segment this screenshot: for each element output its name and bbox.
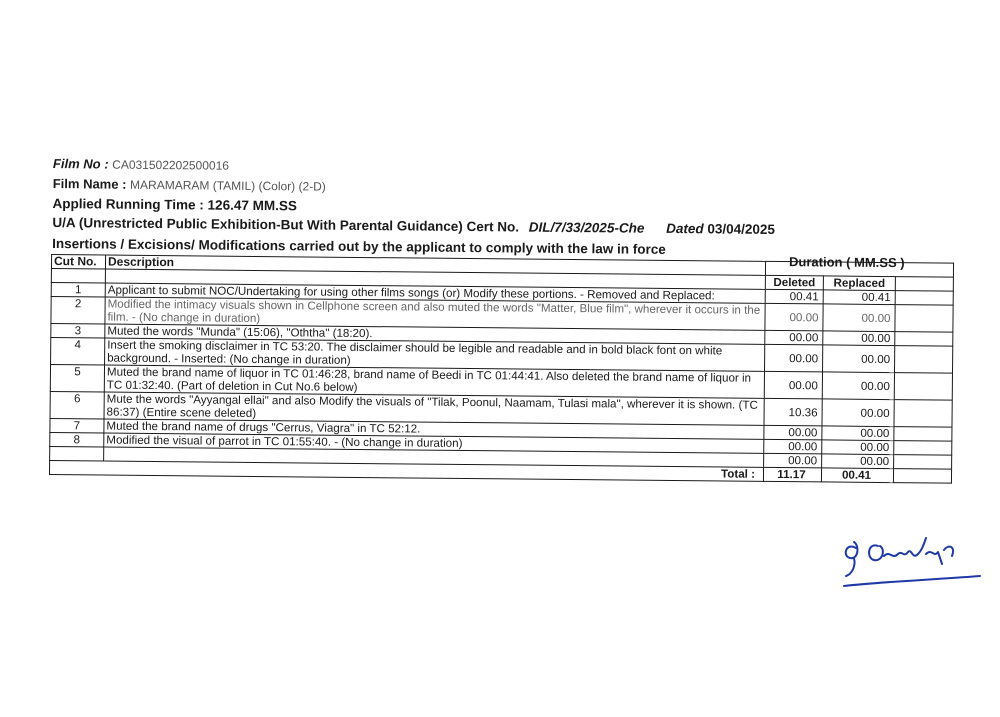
running-time-value: 126.47 MM.SS xyxy=(207,197,297,214)
duration-title: Duration ( MM.SS ) xyxy=(788,254,905,271)
cert-number: DIL/7/33/2025-Che xyxy=(528,219,645,236)
cut-replaced: 00.00 xyxy=(823,304,895,332)
cut-replaced: 00.00 xyxy=(822,372,894,400)
cut-replaced: 00.00 xyxy=(822,426,894,441)
cut-deleted: 10.36 xyxy=(764,398,822,426)
cut-description: Insert the smoking disclaimer in TC 53:20. The disclaimer should be legible and readable and in bold black font on white background. - Inserted: (No change in duration) xyxy=(105,338,765,371)
modifications-table xyxy=(49,254,954,484)
cut-replaced: 00.41 xyxy=(823,290,895,305)
dated-label: Dated xyxy=(666,220,704,237)
film-no-label: Film No : xyxy=(52,156,109,172)
cut-no: 5 xyxy=(50,365,104,393)
running-time-line xyxy=(53,196,297,213)
cut-no: 1 xyxy=(51,283,105,298)
cut-no: 6 xyxy=(50,392,104,420)
cut-description: Applicant to submit NOC/Undertaking for using other films songs (or) Modify these portions. - Removed and Replaced: xyxy=(105,283,765,303)
film-name-label: Film Name : xyxy=(52,176,127,192)
cut-no: 2 xyxy=(51,297,105,325)
cut-deleted: 00.00 xyxy=(764,439,822,454)
cut-description: Muted the brand name of drugs "Cerrus, Viagra" in TC 52:12. xyxy=(104,419,764,439)
blank-replaced: 00.00 xyxy=(822,454,894,469)
cut-replaced: 00.00 xyxy=(822,399,894,427)
cut-deleted: 00.00 xyxy=(765,303,823,331)
film-name-value: MARAMARAM (TAMIL) (Color) (2-D) xyxy=(130,177,326,194)
cut-description: Muted the words "Munda" (15:06), "Oththa" (18:20). xyxy=(105,324,765,344)
film-no-value: CA031502202500016 xyxy=(112,157,230,173)
cut-deleted: 00.00 xyxy=(765,344,823,372)
total-label: Total : xyxy=(49,461,763,482)
dated-value: 03/04/2025 xyxy=(707,221,776,237)
film-no-line xyxy=(53,156,229,173)
cert-line xyxy=(52,215,775,237)
cut-replaced: 00.00 xyxy=(822,440,894,455)
col-cut-no: Cut No. xyxy=(51,255,105,270)
cut-replaced: 00.00 xyxy=(823,331,895,346)
cut-replaced: 00.00 xyxy=(823,345,895,373)
cut-no: 7 xyxy=(50,419,104,434)
cut-deleted: 00.00 xyxy=(764,425,822,440)
cut-deleted: 00.41 xyxy=(765,289,823,304)
blank-deleted: 00.00 xyxy=(764,453,822,468)
cut-description: Modified the visual of parrot in TC 01:55:40. - (No change in duration) xyxy=(104,433,764,453)
cut-description: Muted the brand name of liquor in TC 01:46:28, brand name of Beedi in TC 01:44:41. Also deleted the brand name of liquor in TC 01:32:40. (Part of deletion in Cut No.6 below) xyxy=(104,365,764,398)
col-replaced: Replaced xyxy=(823,276,895,291)
section-title: Insertions / Excisions/ Modifications carried out by the applicant to comply with the law in force xyxy=(52,236,666,257)
cert-label: U/A (Unrestricted Public Exhibition-But With Parental Guidance) Cert No. xyxy=(52,215,520,235)
cut-no: 3 xyxy=(51,324,105,339)
signature-image xyxy=(838,528,983,592)
total-replaced: 00.41 xyxy=(821,468,893,483)
film-name-line xyxy=(53,176,326,194)
cut-no: 8 xyxy=(50,433,104,448)
cut-no: 4 xyxy=(51,338,105,366)
cut-deleted: 00.00 xyxy=(765,330,823,345)
cut-deleted: 00.00 xyxy=(764,371,822,399)
cut-description: Mute the words "Ayyangal ellai" and also Modify the visuals of "Tilak, Poonul, Naamam, Tulasi mala", wherever it is shown. (TC 86:37) (Entire scene deleted) xyxy=(104,392,764,425)
cut-description: Modified the intimacy visuals shown in Cellphone screen and also muted the words "Matter, Blue film", wherever it occurs in the film. - (No change in duration) xyxy=(105,297,765,330)
running-time-label: Applied Running Time : xyxy=(52,196,204,213)
col-description: Description xyxy=(105,255,765,275)
col-deleted: Deleted xyxy=(765,275,823,290)
total-deleted: 11.17 xyxy=(763,467,821,482)
